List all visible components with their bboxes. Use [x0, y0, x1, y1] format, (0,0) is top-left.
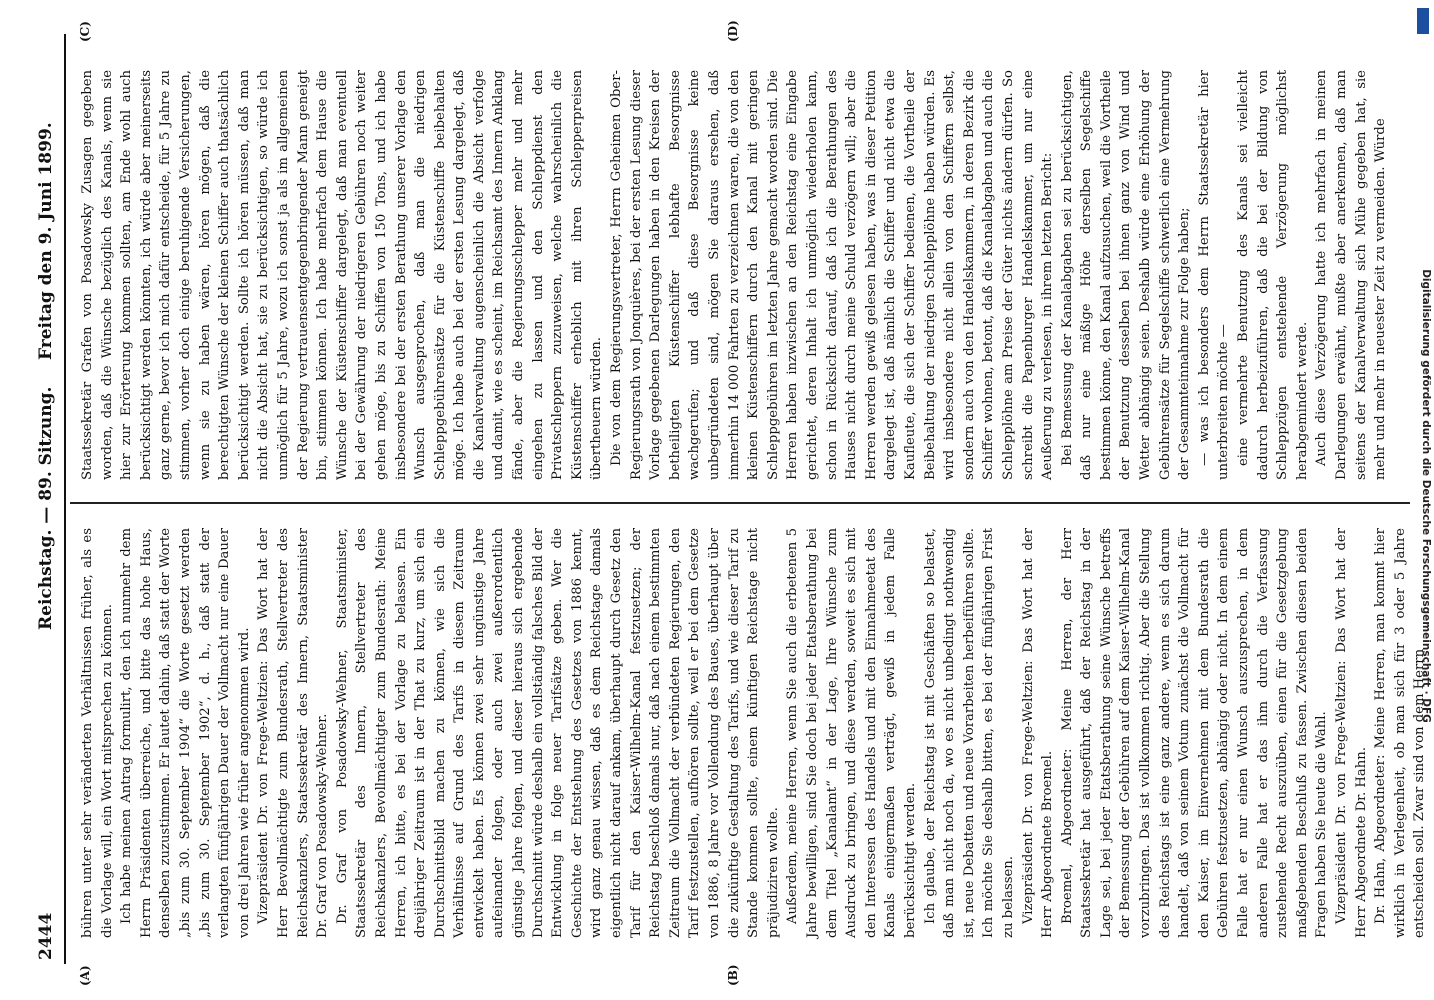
- paragraph: Ich habe meinen Antrag formulirt, den ich nunmehr dem Herrn Präsidenten überreiche, und bitte das hohe Haus, denselben zuzustimmen. Er lautet dahin, daß statt der Worte „bis zum 30. September 1904“ die Worte gesetzt werden „bis zum 30. September 1902“, d. h., daß statt der verlangten fünfjährigen Dauer der Vollmacht nur eine Dauer von drei Jahren wie früher angenommen wird.: [119, 528, 252, 938]
- page-number: 2444: [36, 912, 56, 960]
- session-title: Reichstag. — 89. Sitzung.: [36, 386, 56, 630]
- watermark-text: Digitalisierung gefördert durch die Deutsche Forschungsgemeinschaft · DFG: [1420, 269, 1432, 723]
- paragraph: Auch diese Verzögerung hatte ich mehrfach in meinen Darlegungen erwähnt, mußte aber anerkennen, daß man seitens der Kanalverwaltung sich Mühe gegeben hat, sie mehr und mehr in neuester Zeit zu vermeiden. Würde: [1314, 70, 1389, 480]
- paragraph: Außerdem, meine Herren, wenn Sie auch die erbetenen 5 Jahre bewilligen, sind Sie doch bei jeder Etatsberathung bei dem Titel „Kanalamt“ in der Lage, Ihre Wünsche zum Ausdruck zu bringen, und diese werden, soweit es sich mit den Interessen des Handels und mit den Einnahmeetat des Kanals einigermaßen verträgt, gewiß in jedem Falle berücksichtigt werden.: [785, 528, 918, 938]
- session-date: Freitag den 9. Juni 1899.: [36, 122, 56, 360]
- margin-mark-d: (D): [726, 20, 740, 42]
- margin-mark-c: (C): [78, 21, 92, 42]
- paragraph: bühren unter sehr veränderten Verhältnissen früher, als es die Vorlage will, ein Wort mitsprechen zu können.: [80, 528, 115, 938]
- paragraph: — was ich besonders dem Herrn Staatssekretär hier unterbreiten möchte —: [1196, 70, 1232, 480]
- dfg-watermark: [1414, 18, 1430, 978]
- paragraph: Dr. Graf von Posadowsky-Wehner, Staatsminister, Staatssekretär des Innern, Stellvertreter des Reichskanzlers, Bevollmächtigter zum Bundesrath: Meine Herren, ich bitte, es bei der Vorlage zu belassen. Ein dreijähriger Zeitraum ist in der That zu kurz, um sich ein Durchschnittsbild machen zu können, wie sich die Verhältnisse auf Grund des Tarifs in diesem Zeitraum entwickelt haben. Es können zwei sehr ungünstige Jahre aufeinander folgen, oder auch zwei außerordentlich günstige Jahre folgen, und dieser hieraus sich ergebende Durchschnitt würde deshalb ein vollständig falsches Bild der Entwicklung in folge neuer Tarifsätze geben. Wer die Geschichte der Entstehung des Gesetzes von 1886 kennt, wird ganz genau wissen, daß es dem Reichstage damals eigentlich nicht darauf ankam, überhaupt durch Gesetz den Tarif für den Kaiser-Wilhelm-Kanal festzusetzen; der Reichstag beschloß damals nur, daß nach einem bestimmten Zeitraum die Vollmacht der verbündeten Regierungen, den Tarif festzustellen, aufhören sollte, weil er bei dem Gesetze von 1886, 8 Jahre vor Vollendung des Baues, überhaupt über die zukünftige Gestaltung des Tarifs, und wie dieser Tarif zu Stande kommen sollte, einem künftigen Reichstage nicht präjudiziren wollte.: [334, 528, 781, 938]
- paragraph: Vizepräsident Dr. von Frege-Weltzien: Das Wort hat der Herr Bevollmächtigte zum Bundesrath, Stellvertreter des Reichskanzlers, Staatssekretär des Innern, Staatsminister Dr. Graf von Posadowsky-Wehner.: [256, 528, 331, 938]
- paragraph: Vizepräsident Dr. von Frege-Weltzien: Das Wort hat der Herr Abgeordnete Dr. Hahn.: [1334, 528, 1369, 938]
- paragraph: Bei Bemessung der Kanalabgaben sei zu berücksichtigen, daß nur eine mäßige Höhe derselben Segelschiffe bestimmen könne, den Kanal aufzusuchen, weil die Vortheile der Benutzung desselben bei ihnen ganz von Wind und Wetter abhängig seien. Deshalb würde eine Erhöhung der Gebührensätze für Segelschiffe schwerlich eine Vermehrung der Gesammteinnahme zur Folge haben;: [1059, 70, 1193, 480]
- paragraph: Ich glaube, der Reichstag ist mit Geschäften so belastet, daß man nicht noch da, wo es nicht unbedingt nothwendig ist, neue Debatten und neue Vorarbeiten herbeiführen sollte. Ich möchte Sie deshalb bitten, es bei der fünfjährigen Frist zu belassen.: [922, 528, 1016, 938]
- paragraph: Staatssekretär Grafen von Posadowsky Zusagen gegeben worden, daß die Wünsche bezüglich des Kanals, wenn sie hier zur Erörterung kommen sollten, am Ende wohl auch berücksichtigt werden könnten, ich würde aber meinerseits ganz gerne, bevor ich mich dafür entscheide, für 5 Jahre zu stimmen, vorher doch einige beruhigende Versicherungen, wenn sie zu haben wären, hören mögen, daß die berechtigten Wünsche der kleinen Schiffer auch thatsächlich berücksichtigt werden. Sollte ich hören müssen, daß man nicht die Absicht hat, sie zu berücksichtigen, so würde ich unmöglich für 5 Jahre, wozu ich sonst ja als im allgemeinen der Regierung vertrauensentgegenbringender Mann geneigt bin, stimmen können. Ich habe mehrfach dem Hause die Wünsche der Küstenschiffer dargelegt, daß man eventuell bei der Gewährung der niedrigeren Gebühren noch weiter gehen möge, bis zu Schiffen von 150 Tons, und ich habe insbesondere bei der ersten Berathung unserer Vorlage den Wunsch ausgesprochen, daß man die niedrigen Schleppgebührensätze für die Küstenschiffe beibehalten möge. Ich habe auch bei der ersten Lesung dargelegt, daß die Kanalverwaltung augenscheinlich die Absicht verfolge und damit, wie es scheint, im Reichsamt des Innern Anklang fände, aber die Regierungsschlepper mehr und mehr eingehen zu lassen und den Schleppdienst den Privatschleppern zuzuweisen, welche wahrscheinlich die Küstenschiffer erheblich mit ihren Schlepperpreisen übertheuern würden.: [80, 70, 605, 480]
- margin-mark-a: (A): [78, 965, 92, 986]
- paragraph: Dr. Hahn, Abgeordneter: Meine Herren, man kommt hier wirklich in Verlegenheit, ob man sich für 3 oder 5 Jahre entscheiden soll. Zwar sind von dem Herrn: [1373, 528, 1428, 938]
- paragraph: Vizepräsident Dr. von Frege-Weltzien: Das Wort hat der Herr Abgeordnete Broemel.: [1020, 528, 1056, 938]
- paragraph: eine vermehrte Benutzung des Kanals sei vielleicht dadurch herbeizuführen, daß die bei der Bildung von Schleppzügen entstehende Verzögerung möglichst herabgemindert werde.: [1236, 70, 1310, 480]
- paragraph: Broemel, Abgeordneter: Meine Herren, der Herr Staatssekretär hat ausgeführt, daß der Reichstag in der Lage sei, bei jeder Etatsberathung seine Wünsche betreffs der Bemessung der Gebühren auf dem Kaiser-Wilhelm-Kanal vorzubringen. Das ist vollkommen richtig. Aber die Stellung des Reichstags ist eine ganz andere, wenn es sich darum handelt, daß von seinem Votum zunächst die Vollmacht für den Kaiser, im Einvernehmen mit dem Bundesrath die Gebühren festzusetzen, abhängig oder nicht. In dem einem Falle hat er nur einen Wunsch auszusprechen, in dem anderen Falle hat er das ihm durch die Verfassung zustehende Recht auszuüben, einen für die Gesetzgebung maßgebenden Beschluß zu fassen. Zwischen diesen beiden Fragen haben Sie heute die Wahl.: [1059, 528, 1330, 938]
- right-text-column: [78, 70, 1408, 480]
- left-text-column: [78, 528, 1428, 938]
- paragraph: Die von dem Regierungsvertreter, Herrn Geheimen Ober-Regierungsrath von Jonquières, bei der ersten Lesung dieser Vorlage gegebenen Darlegungen haben in den Kreisen der betheiligten Küstenschiffer lebhafte Besorgnisse wachgerufen; und daß diese Besorgnisse keine unbegründeten sind, mögen Sie daraus ersehen, daß immerhin 14 000 Fahrten zu verzeichnen waren, die von den kleinen Küstenschiffern durch den Kanal mit geringen Schleppgebühren im letzten Jahre gemacht worden sind. Die Herren haben inzwischen an den Reichstag eine Eingabe gerichtet, deren Inhalt ich unmöglich wiederholen kann, schon in Rücksicht darauf, daß ich die Berathungen des Hauses nicht durch meine Schuld verzögern will; aber die Herren werden gewiß gelesen haben, was in dieser Petition dargelegt ist, daß nämlich die Schiffer und nicht etwa die Kaufleute, die sich der Schiffer bedienen, die Vortheile der Beibehaltung der niedrigen Schlepplöhne haben würden. Es wird insbesondere nicht allein von den Schiffern selbst, sondern auch von den Handelskammern, in deren Bezirk die Schiffer wohnen, betont, daß die Kanalabgaben und auch die Schlepplöhne am Preise der Güter nichts ändern dürfen. So schreibt die Papenburger Handelskammer, um nur eine Aeußerung zu verlesen, in ihrem letzten Bericht:: [609, 70, 1056, 480]
- margin-mark-b: (B): [726, 964, 740, 986]
- header-rule: [64, 34, 66, 964]
- page-header: [36, 40, 60, 960]
- column-divider: [70, 503, 1410, 505]
